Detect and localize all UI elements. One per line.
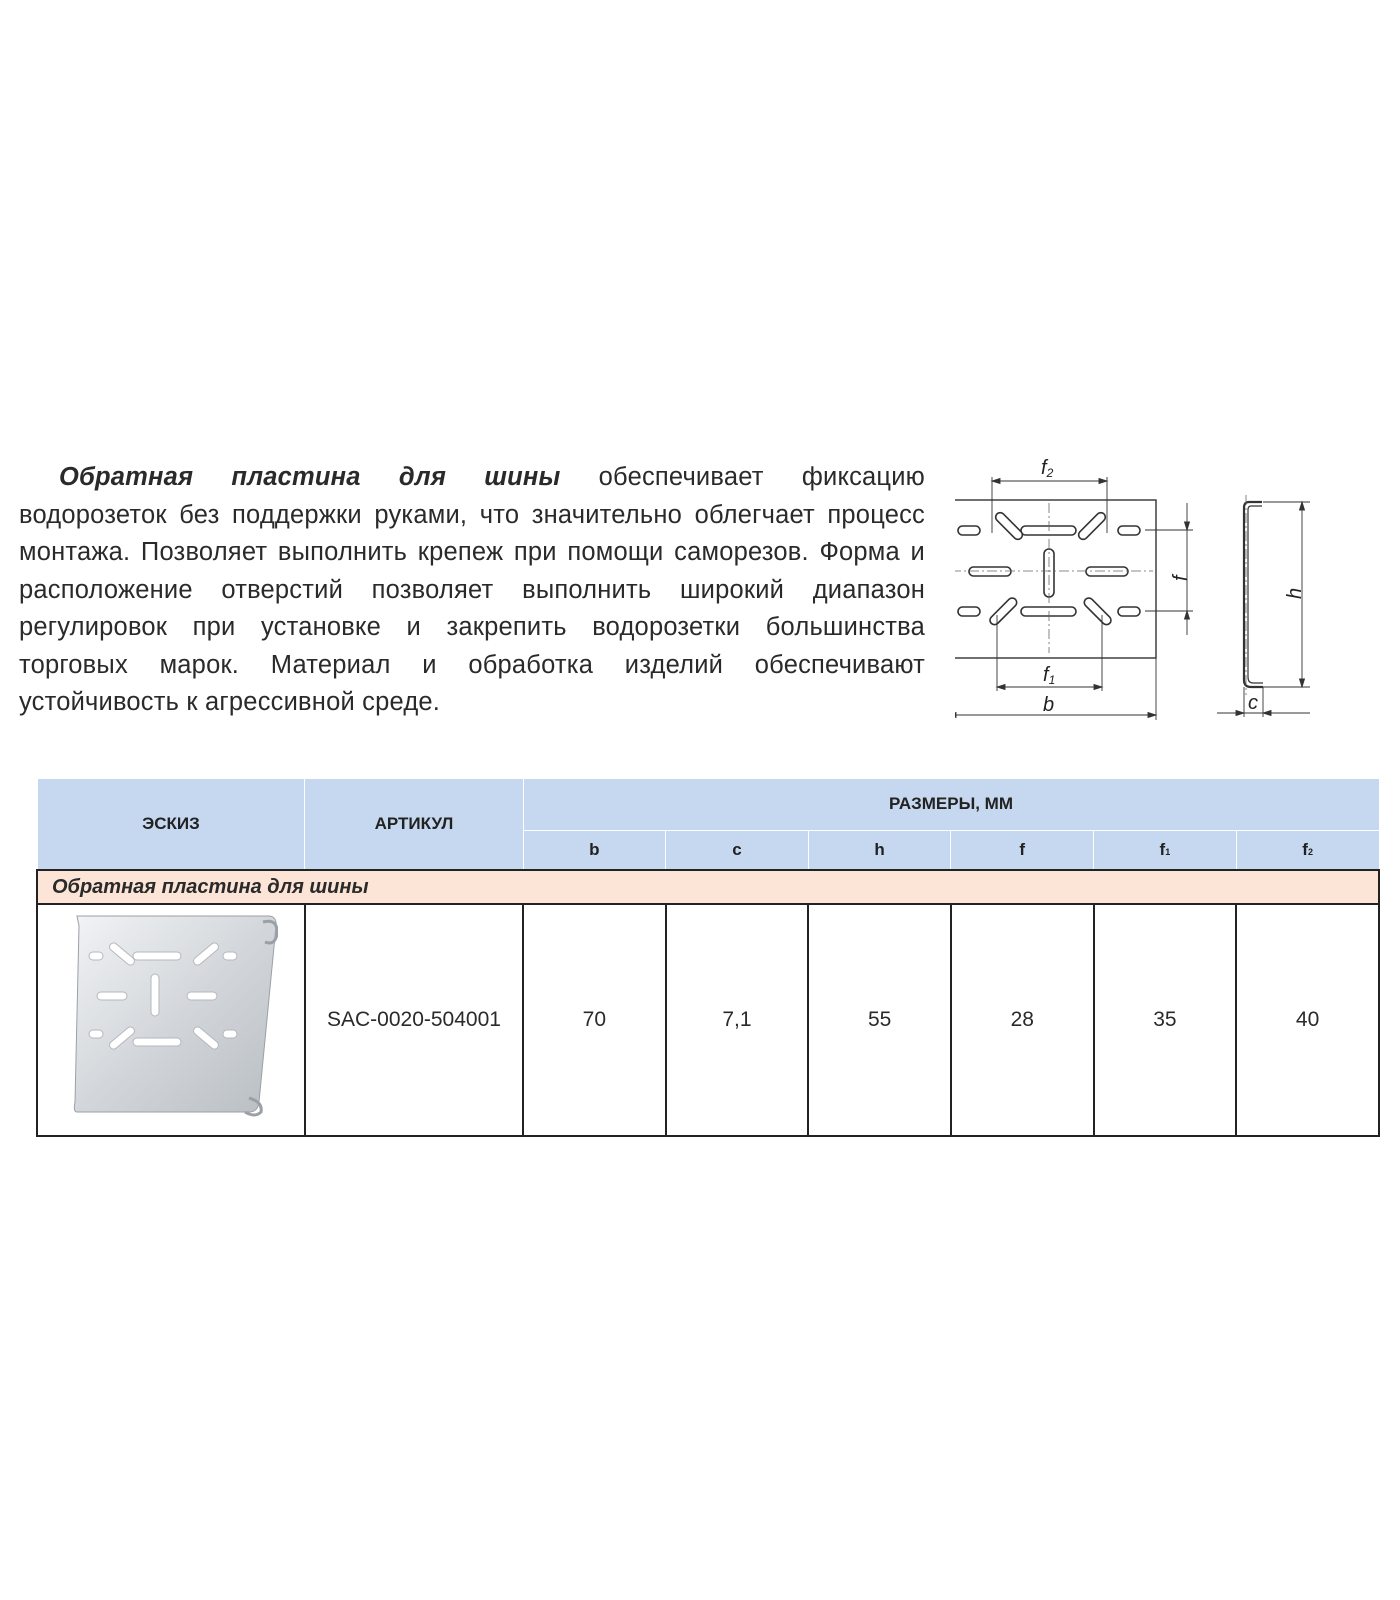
header-sketch: ЭСКИЗ	[37, 779, 305, 871]
cell-article: SAC-0020-504001	[305, 904, 523, 1136]
header-dimensions: РАЗМЕРЫ, ММ	[523, 779, 1379, 831]
slot-hole	[1021, 607, 1076, 616]
cell-h: 55	[808, 904, 951, 1136]
description-text: обеспечивает фиксацию водорозеток без поддержки руками, что значительно облегчает процесс монтажа. Позволяет выполнить крепеж при помощи саморезов. Форма и расположение отверстий позволяет выполнить широкий диапазон регулировок при установке и закрепить водорозетки большинства торговых марок. Материал и обработка изделий обеспечивают устойчивость к агрессивной среде.	[19, 463, 925, 716]
slot-hole	[994, 511, 1024, 541]
slot-hole	[958, 526, 980, 535]
header-col-f1: f1	[1094, 830, 1237, 870]
label-f: f	[1170, 575, 1192, 581]
cell-f: 28	[951, 904, 1094, 1136]
slot-hole	[1082, 596, 1112, 626]
slot-hole	[1118, 607, 1140, 616]
description-lead: Обратная пластина для шины	[59, 463, 561, 491]
label-f1: f1	[1043, 664, 1056, 687]
slot-hole	[988, 596, 1018, 626]
product-image	[63, 912, 278, 1122]
header-article: АРТИКУЛ	[305, 779, 523, 871]
label-f2: f2	[1041, 457, 1054, 480]
label-b: b	[1043, 694, 1055, 716]
slot-hole	[1077, 511, 1107, 541]
header-col-b: b	[523, 830, 666, 870]
cell-c: 7,1	[666, 904, 809, 1136]
spec-table	[36, 778, 1380, 1137]
slot-hole	[1086, 567, 1128, 576]
cell-f1: 35	[1094, 904, 1237, 1136]
technical-drawing	[955, 455, 1365, 755]
header-col-c: c	[666, 830, 809, 870]
header-col-f: f	[951, 830, 1094, 870]
section-title: Обратная пластина для шины	[37, 870, 1379, 904]
cell-f2: 40	[1236, 904, 1379, 1136]
slot-hole	[1118, 526, 1140, 535]
plate-outline	[955, 500, 1156, 658]
product-description	[19, 459, 925, 722]
label-h: h	[1284, 587, 1306, 599]
cell-b: 70	[523, 904, 666, 1136]
header-col-f2: f2	[1236, 830, 1379, 870]
header-col-h: h	[808, 830, 951, 870]
slot-hole	[958, 607, 980, 616]
label-c: c	[1248, 692, 1258, 714]
slot-hole	[1021, 526, 1076, 535]
side-profile	[1244, 502, 1263, 687]
slot-hole	[969, 567, 1011, 576]
product-image-cell	[37, 904, 305, 1136]
